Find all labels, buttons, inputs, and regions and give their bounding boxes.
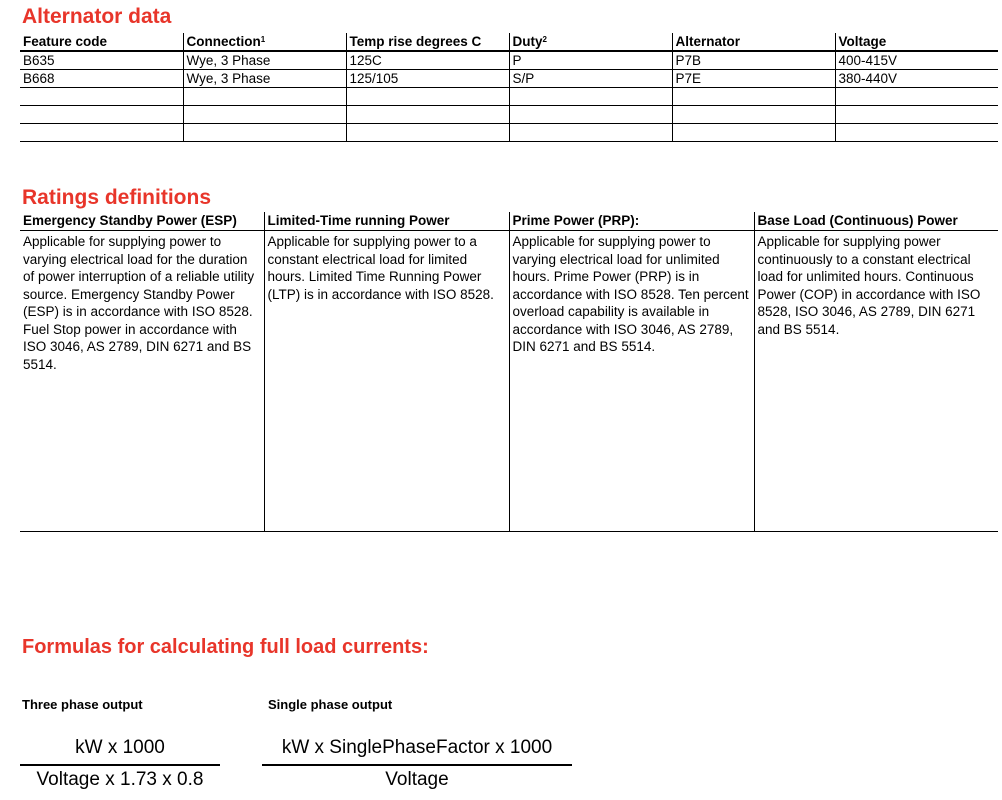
formula-numerator: kW x 1000 bbox=[75, 737, 165, 758]
cell-feature-code: B635 bbox=[20, 51, 183, 70]
definition-cop: Applicable for supplying power continuously to a constant electrical load for unlimited hours. Continuous Power (COP) in accordance with ISO 8528, ISO 3046, AS 2789, DIN 6271 and BS 5514. bbox=[754, 231, 998, 532]
three-phase-label: Three phase output bbox=[22, 697, 143, 712]
ratings-definitions-table bbox=[20, 212, 998, 532]
cell-temp-rise: 125/105 bbox=[346, 70, 509, 88]
header-duty: Duty$^2$ bbox=[509, 33, 672, 51]
header-connection: Connection$^1$ bbox=[183, 33, 346, 51]
cell-connection: Wye, 3 Phase bbox=[183, 70, 346, 88]
definition-prp: Applicable for supplying power to varying electrical load for unlimited hours. Prime Power (PRP) is in accordance with ISO 8528. Ten percent overload capability is available in accordance with ISO 3046, AS 2789, DIN 6271 and BS 5514. bbox=[509, 231, 754, 532]
alternator-data-table bbox=[20, 33, 998, 142]
formula-denominator: Voltage bbox=[385, 768, 449, 790]
empty-table-row bbox=[20, 106, 998, 124]
cell-duty: S/P bbox=[509, 70, 672, 88]
cell-voltage: 380-440V bbox=[835, 70, 998, 88]
formulas-heading: Formulas for calculating full load currents: bbox=[22, 636, 429, 658]
three-phase-formula bbox=[20, 736, 220, 792]
footnote-marker: 2 bbox=[542, 35, 547, 44]
table-row bbox=[20, 231, 998, 532]
table-header-row bbox=[20, 33, 998, 51]
formula-denominator: Voltage x 1.73 x 0.8 bbox=[36, 768, 204, 790]
cell-connection: Wye, 3 Phase bbox=[183, 51, 346, 70]
empty-table-row bbox=[20, 124, 998, 142]
cell-duty: P bbox=[509, 51, 672, 70]
cell-temp-rise: 125C bbox=[346, 51, 509, 70]
fraction-bar bbox=[262, 764, 572, 766]
cell-voltage: 400-415V bbox=[835, 51, 998, 70]
header-ltp: Limited-Time running Power bbox=[264, 212, 509, 231]
header-prp: Prime Power (PRP): bbox=[509, 212, 754, 231]
header-temp-rise: Temp rise degrees C bbox=[346, 33, 509, 51]
formula-numerator: kW x SinglePhaseFactor x 1000 bbox=[281, 737, 553, 758]
header-feature-code: Feature code bbox=[20, 33, 183, 51]
cell-alternator: P7B bbox=[672, 51, 835, 70]
single-phase-formula bbox=[262, 736, 572, 792]
table-header-row bbox=[20, 212, 998, 231]
cell-alternator: P7E bbox=[672, 70, 835, 88]
header-voltage: Voltage bbox=[835, 33, 998, 51]
header-cop: Base Load (Continuous) Power bbox=[754, 212, 998, 231]
empty-table-row bbox=[20, 88, 998, 106]
footnote-marker: 1 bbox=[260, 35, 266, 44]
table-row bbox=[20, 70, 998, 88]
header-alternator: Alternator bbox=[672, 33, 835, 51]
header-esp: Emergency Standby Power (ESP) bbox=[20, 212, 264, 231]
cell-feature-code: B668 bbox=[20, 70, 183, 88]
ratings-definitions-heading: Ratings definitions bbox=[22, 186, 211, 209]
table-row bbox=[20, 51, 998, 70]
alternator-data-heading: Alternator data bbox=[22, 5, 172, 28]
single-phase-label: Single phase output bbox=[268, 697, 393, 712]
fraction-bar bbox=[20, 764, 220, 766]
definition-ltp: Applicable for supplying power to a constant electrical load for limited hours. Limited Time Running Power (LTP) is in accordance with ISO 8528. bbox=[264, 231, 509, 532]
definition-esp: Applicable for supplying power to varying electrical load for the duration of power interruption of a reliable utility source. Emergency Standby Power (ESP) is in accordance with ISO 8528. Fuel Stop power in accordance with ISO 3046, AS 2789, DIN 6271 and BS 5514. bbox=[20, 231, 264, 532]
